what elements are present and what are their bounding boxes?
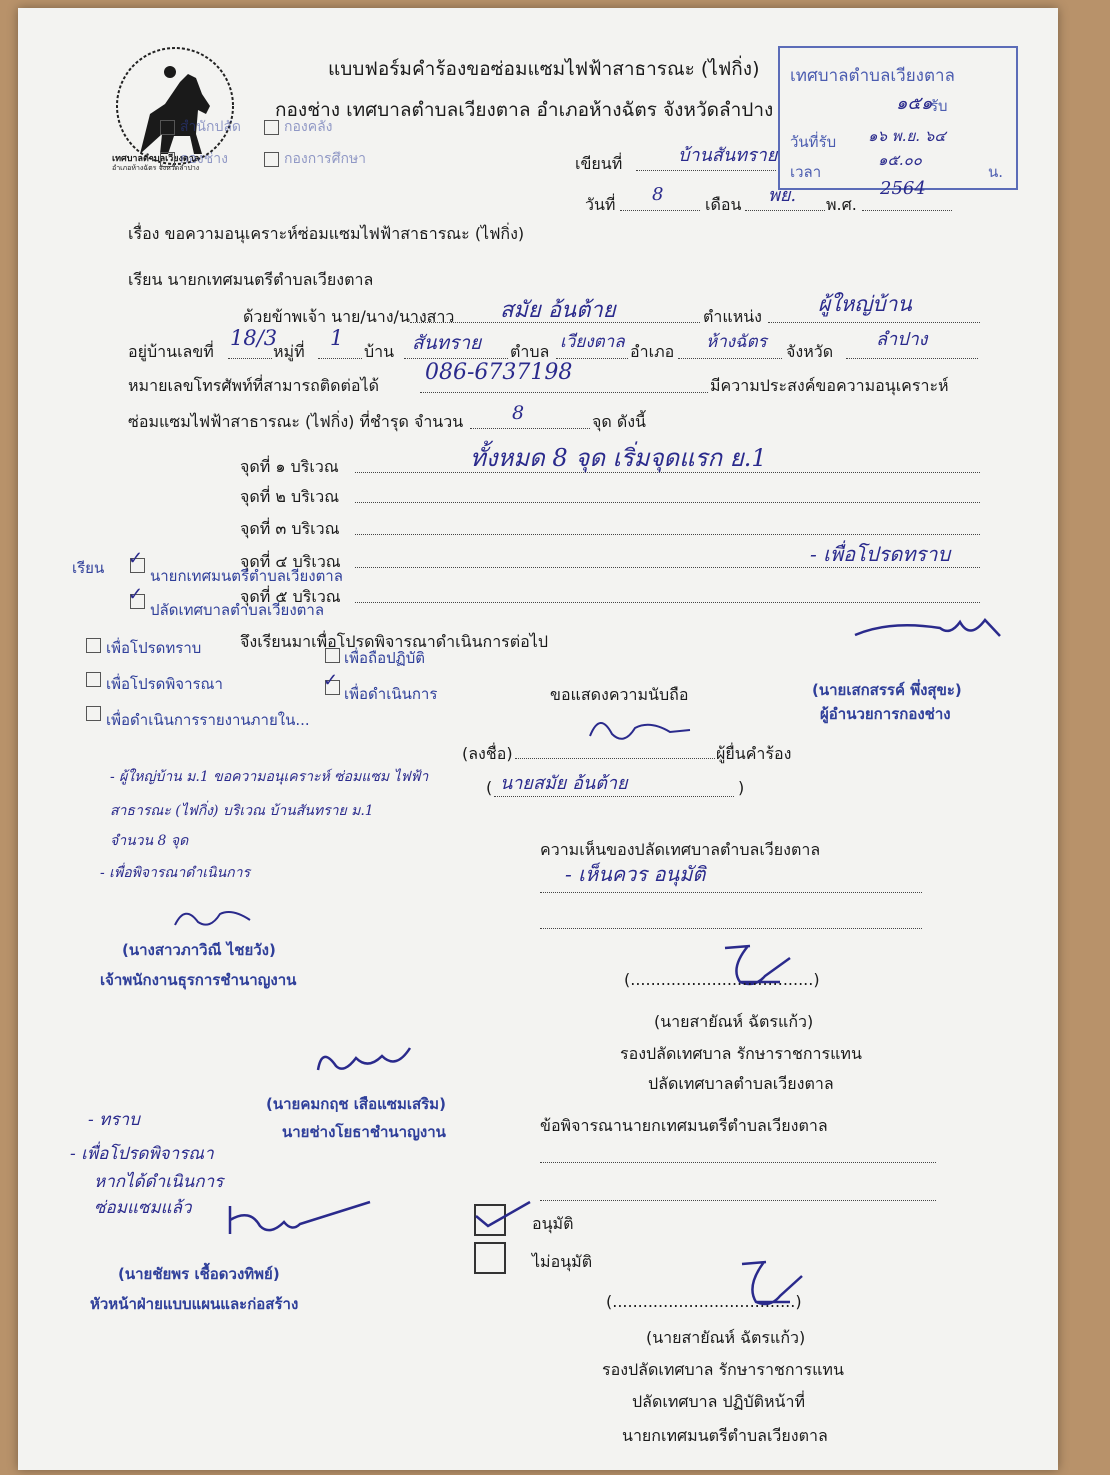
- clerk-note-3: จำนวน 8 จุด: [110, 833, 189, 849]
- date-year-label: พ.ศ.: [826, 195, 857, 214]
- route-clerk-label: ปลัดเทศบาลตำบลเวียงตาล: [150, 601, 325, 619]
- deputy1-name: (นายสายัณห์ ฉัตรแก้ว): [654, 1012, 814, 1031]
- opt-inform-checkbox[interactable]: [86, 638, 101, 653]
- opt-follow-checkbox[interactable]: [325, 648, 340, 663]
- written-at-value[interactable]: บ้านสันทราย: [678, 145, 778, 166]
- house-label: อยู่บ้านเลขที่: [128, 342, 214, 361]
- form-title: แบบฟอร์มคำร้องขอซ่อมแซมไฟฟ้าสาธารณะ (ไฟกิ่ง): [328, 58, 760, 80]
- village-value[interactable]: สันทราย: [412, 332, 482, 354]
- applicant-signature: [580, 706, 700, 754]
- stamp-time-value: ๑๕.๐๐: [878, 151, 922, 169]
- stamp-title: เทศบาลตำบลเวียงตาล: [790, 66, 955, 86]
- stamp-date-label: วันที่รับ: [790, 133, 837, 151]
- point-4-label: จุดที่ ๔ บริเวณ: [240, 552, 341, 571]
- dept-engineering-label: กองช่าง: [180, 151, 228, 167]
- point-3-label: จุดที่ ๓ บริเวณ: [240, 519, 340, 538]
- point-2-label: จุดที่ ๒ บริเวณ: [240, 487, 340, 506]
- deputy2-title-2: ปลัดเทศบาล ปฏิบัติหน้าที่: [632, 1392, 806, 1411]
- logo-text-2: อำเภอห้างฉัตร จังหวัดลำปาง: [112, 164, 200, 172]
- technician-title: นายช่างโยธาชำนาญงาน: [282, 1123, 446, 1141]
- opt-report-checkbox[interactable]: [86, 706, 101, 721]
- date-year-value[interactable]: 2564: [880, 178, 926, 199]
- opt-inform-label: เพื่อโปรดทราบ: [106, 639, 202, 657]
- dept-checkbox-education[interactable]: [264, 152, 279, 167]
- technician-name: (นายคมกฤช เสือแซมเสริม): [266, 1095, 446, 1113]
- head-note-4: ซ่อมแซมแล้ว: [94, 1198, 192, 1218]
- phone-label: หมายเลขโทรศัพท์ที่สามารถติดต่อได้: [128, 376, 379, 395]
- province-label: จังหวัด: [786, 342, 834, 361]
- sign-role: ผู้ยื่นคำร้อง: [716, 744, 792, 763]
- deputy1-paren: (....................................): [624, 970, 820, 989]
- deputy1-title-2: ปลัดเทศบาลตำบลเวียงตาล: [648, 1074, 834, 1093]
- head-note-1: - ทราบ: [88, 1110, 140, 1130]
- deputy2-paren: (....................................): [606, 1292, 802, 1311]
- stamp-no-value: ๑๕๑: [896, 93, 933, 114]
- clerk-name: (นางสาวภาวิณี ไชยวัง): [122, 941, 276, 959]
- director-name: (นายเสกสรรค์ พึ่งสุขะ): [812, 681, 962, 699]
- point-1-value[interactable]: ทั้งหมด 8 จุด เริ่มจุดแรก ย.1: [470, 444, 767, 472]
- head-name: (นายชัยพร เชื้อดวงทิพย์): [118, 1265, 280, 1283]
- approve-label: อนุมัติ: [532, 1214, 574, 1233]
- date-day-value[interactable]: 8: [652, 184, 664, 205]
- head-title: หัวหน้าฝ่ายแบบแผนและก่อสร้าง: [90, 1295, 299, 1313]
- opt-action-label: เพื่อดำเนินการ: [344, 685, 438, 703]
- phone-value[interactable]: 086-6737198: [425, 360, 573, 385]
- opt-consider-checkbox[interactable]: [86, 672, 101, 687]
- applicant-name[interactable]: สมัย อ้นต้าย: [500, 298, 616, 323]
- reject-label: ไม่อนุมัติ: [532, 1252, 593, 1271]
- technician-signature: [310, 1040, 430, 1084]
- dept-office-label: สำนักปลัด: [180, 119, 242, 135]
- deputy1-title-1: รองปลัดเทศบาล รักษาราชการแทน: [620, 1044, 862, 1063]
- dept-checkbox-engineering[interactable]: [160, 152, 175, 167]
- sign-name: นายสมัย อ้นต้าย: [500, 773, 628, 794]
- repair-count-suffix: จุด ดังนี้: [592, 412, 646, 431]
- subject: เรื่อง ขอความอนุเคราะห์ซ่อมแซมไฟฟ้าสาธารณะ (ไฟกิ่ง): [128, 224, 525, 243]
- clerk-signature: [170, 900, 260, 936]
- point-5-label: จุดที่ ๕ บริเวณ: [240, 587, 341, 606]
- stamp-time-suffix: น.: [988, 163, 1004, 181]
- purpose-text: มีความประสงค์ขอความอนุเคราะห์: [710, 376, 949, 395]
- addressee: เรียน นายกเทศมนตรีตำบลเวียงตาล: [128, 270, 374, 289]
- clerk-note-2: สาธารณะ (ไฟกิ่ง) บริเวณ บ้านสันทราย ม.1: [110, 803, 374, 819]
- reject-checkbox[interactable]: [474, 1242, 506, 1274]
- director-title: ผู้อำนวยการกองช่าง: [820, 705, 951, 723]
- repair-count[interactable]: 8: [512, 402, 525, 424]
- position-value[interactable]: ผู้ใหญ่บ้าน: [818, 292, 912, 316]
- written-at-label: เขียนที่: [575, 154, 623, 173]
- date-day-label: วันที่: [585, 195, 616, 214]
- routing-to-label: เรียน: [72, 559, 105, 577]
- opt-report-label: เพื่อดำเนินการรายงานภายใน...: [106, 711, 310, 729]
- tambon-label: ตำบล: [510, 342, 550, 361]
- head-note-3: หากได้ดำเนินการ: [94, 1172, 224, 1192]
- head-signature: [200, 1196, 380, 1246]
- dept-finance-label: กองคลัง: [284, 119, 333, 135]
- deputy2-title-1: รองปลัดเทศบาล รักษาราชการแทน: [602, 1360, 844, 1379]
- dept-education-label: กองการศึกษา: [284, 151, 367, 167]
- mayor-consider-label: ข้อพิจารณานายกเทศมนตรีตำบลเวียงตาล: [540, 1116, 828, 1135]
- stamp-date-value: ๑๖ พ.ย. ๖๔: [868, 127, 946, 145]
- closing-text: จึงเรียนมาเพื่อโปรดพิจารณาดำเนินการต่อไป: [240, 632, 548, 651]
- amphoe-value[interactable]: ห้างฉัตร: [706, 332, 767, 352]
- village-label: บ้าน: [364, 342, 395, 361]
- head-note-2: - เพื่อโปรดพิจารณา: [70, 1144, 214, 1164]
- deputy-opinion-label: ความเห็นของปลัดเทศบาลตำบลเวียงตาล: [540, 840, 821, 859]
- opt-follow-label: เพื่อถือปฏิบัติ: [344, 649, 425, 667]
- stamp-time-label: เวลา: [790, 163, 822, 181]
- province-value[interactable]: ลำปาง: [876, 329, 928, 350]
- house-value[interactable]: 18/3: [230, 326, 278, 350]
- stamp-no-label: รับ: [930, 97, 948, 115]
- deputy2-name: (นายสายัณห์ ฉัตรแก้ว): [646, 1328, 806, 1347]
- point-1-label: จุดที่ ๑ บริเวณ: [240, 457, 339, 476]
- clerk-title: เจ้าพนักงานธุรการชำนาญงาน: [100, 971, 297, 989]
- date-month-label: เดือน: [705, 195, 742, 214]
- moo-value[interactable]: 1: [330, 326, 344, 350]
- opt-consider-label: เพื่อโปรดพิจารณา: [106, 675, 223, 693]
- date-month-value[interactable]: พย.: [768, 185, 797, 206]
- dept-checkbox-finance[interactable]: [264, 120, 279, 135]
- position-label: ตำแหน่ง: [703, 307, 762, 326]
- moo-label: หมู่ที่: [273, 342, 305, 361]
- repair-label: ซ่อมแซมไฟฟ้าสาธารณะ (ไฟกิ่ง) ที่ชำรุด จำนวน: [128, 412, 464, 431]
- respect-text: ขอแสดงความนับถือ: [550, 685, 689, 704]
- clerk-note-4: - เพื่อพิจารณาดำเนินการ: [100, 865, 251, 881]
- sign-label: (ลงชื่อ): [462, 744, 513, 763]
- deputy-opinion-value[interactable]: - เห็นควร อนุมัติ: [565, 862, 706, 886]
- applicant-intro: ด้วยข้าพเจ้า นาย/นาง/นางสาว: [243, 307, 455, 326]
- form-subtitle: กองช่าง เทศบาลตำบลเวียงตาล อำเภอห้างฉัตร จังหวัดลำปาง: [275, 99, 774, 121]
- route-mayor-label: นายกเทศมนตรีตำบลเวียงตาล: [150, 567, 343, 585]
- amphoe-label: อำเภอ: [630, 342, 675, 361]
- deputy2-title-3: นายกเทศมนตรีตำบลเวียงตาล: [622, 1426, 828, 1445]
- clerk-note-1: - ผู้ใหญ่บ้าน ม.1 ขอความอนุเคราะห์ ซ่อมแซม ไฟฟ้า: [110, 769, 429, 785]
- logo-text-1: เทศบาลตำบลเวียงตาล: [112, 154, 200, 164]
- side-note: - เพื่อโปรดทราบ: [810, 542, 951, 566]
- tambon-value[interactable]: เวียงตาล: [560, 332, 625, 352]
- dept-checkbox-office[interactable]: [160, 120, 175, 135]
- director-signature: [850, 600, 1010, 650]
